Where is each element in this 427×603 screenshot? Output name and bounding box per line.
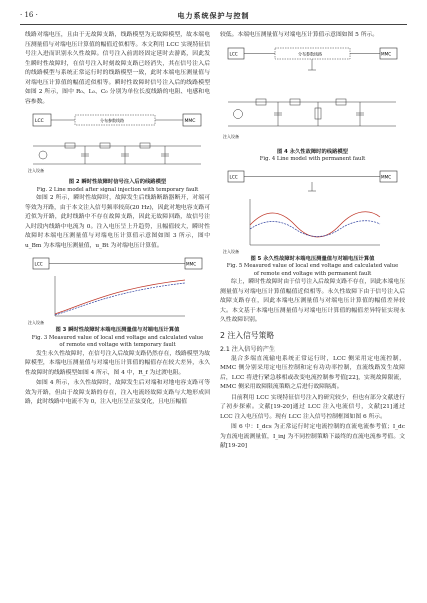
paragraph: 线路对端电压，且由于无故障支路，线路模型为无故障模型，故本端电压测量值与对端电压计算值的幅值近似相等。本文利用 LCC 实现特征信号注入进而识别永久性故障。信号注入前需经固定延时去游离，因此发生瞬时性故障时，在信号注入时刻故障支路已经消失，其在信号注入后的线路模型与系统正常运行时的线路模型一致，此时本端电压测量值与对端电压计算值的幅值近似相等。瞬时性故障时信号注入后的线路模型如图 2 所示，图中 R₀、L₀、C₀ 分别为单位长度线路的电阻、电感和电容参数。 bbox=[25, 32, 210, 105]
paragraph: 如图 2 所示，瞬时性故障时，故障发生后线路断路器断开，对端可等效为开路，由于本文注入信号频率较高(20 Hz)，因此对地电容支路可近似为开路，此时线路中不存在故障支路，因此无故障回路，故信号注入时段内线路中电流为 0。注入电压呈上升趋势，且幅值较大，瞬时性故障时本端电压测量值与对端电压计算值示意图如图 3 所示，图中 u_Bm 为本端电压测量值，u_Bt 为对端电压计算值。 bbox=[25, 195, 210, 249]
figure-5-voltage-permanent bbox=[220, 167, 405, 255]
header-rule bbox=[20, 24, 407, 25]
figure-2-caption-en: Fig. 2 Line model after signal injection with temporary fault bbox=[36, 186, 199, 193]
left-column bbox=[25, 31, 210, 409]
paragraph: 发生永久性故障时，在信号注入后故障支路仍然存在，线路模型为故障模型，本端电压测量值与对端电压计算值的幅值存在较大差异，永久性故障时的线路模型如图 4 所示，图 4 中，R_f 为过渡电阻。 bbox=[25, 350, 210, 376]
figure-4-caption-cn: 图 4 永久性故障时的线路模型 bbox=[277, 148, 348, 155]
paragraph: 较低。本端电压测量值与对端电压计算值示意图如图 5 所示。 bbox=[220, 32, 379, 38]
figure-3-caption-en: of remote end voltage with temporary fault bbox=[59, 342, 176, 348]
figure-5-caption-en: of remote end voltage with permanent fault bbox=[253, 270, 372, 277]
lcc-label: LCC bbox=[229, 174, 238, 179]
svg-text:注入设备: 注入设备 bbox=[223, 248, 239, 254]
figure-5-caption-cn: 图 5 永久性故障时本端电压测量值与对端电压计算值 bbox=[250, 255, 375, 262]
running-header bbox=[20, 11, 407, 23]
mmc-label: MMC bbox=[381, 174, 392, 179]
lcc-label: LCC bbox=[229, 51, 238, 56]
paragraph: 目前利用 LCC 实现特征信号注入的研究较少，但也有部分文献进行了初步探索。文献[19-20]通过 LCC 注入电流信号，文献[21]通过 LCC 注入电压信号。现有 LCC 注入信号控制框图如图 6 所示。 bbox=[220, 394, 405, 420]
right-column bbox=[220, 31, 405, 453]
paragraph: 如图 4 所示，永久性故障时，故障发生后对端和对地电容支路可等效为开路，但由于故障支路的存在，注入电流经故障支路与大地形成回路，此时线路中电流不为 0，注入电压呈正弦变化，且电压幅值 bbox=[25, 380, 210, 405]
figure-3-caption-en: Fig. 3 Measured value of local end voltage and calculated value bbox=[31, 334, 204, 341]
paragraph: 图 6 中：I_dcs 为正常运行时定电流控制的直流电流参考值；I_dc 为直流电流测量值，I_inj 为不同控制策略下最终的直流电流参考值。文献[19-20] bbox=[220, 424, 405, 449]
page-number: · 16 · bbox=[20, 11, 38, 19]
figure-3-caption-cn: 图 3 瞬时性故障时本端电压测量值与对端电压计算值 bbox=[55, 327, 180, 333]
svg-text:注入设备: 注入设备 bbox=[28, 320, 44, 325]
mmc-label: MMC bbox=[186, 261, 197, 267]
subsection-heading: 2.1 注入信号的产生 bbox=[220, 345, 276, 353]
section-heading: 2 注入信号策略 bbox=[220, 330, 275, 340]
mmc-label: MMC bbox=[184, 119, 196, 124]
lcc-label: LCC bbox=[34, 261, 43, 267]
lcc-label: LCC bbox=[35, 119, 44, 124]
paragraph: 混合多端直流输电系统正常运行时，LCC 侧采用定电流控制，MMC 侧分别采用定电压控制和定有功功率控制，直流线路发生故障后，LCC 将进行紧急移相或改变电流控制参考值[22]，实现故障限流，MMC 侧采用故障限流策略之后进行故障隔离。 bbox=[220, 355, 405, 390]
figure-2-caption-cn: 图 2 瞬时性故障时信号注入后的线路模型 bbox=[68, 179, 167, 185]
figure-5-caption-en: Fig. 5 Measured value of local end voltage and calculated value bbox=[226, 263, 399, 269]
line-label: 分布参数线路 bbox=[100, 118, 124, 123]
paragraph: 综上，瞬时性故障时由于信号注入后故障支路不存在，因此本端电压测量值与对端电压计算值幅值近似相等。永久性故障下由于信号注入后故障支路存在，因此本端电压测量值与对端电压计算值的幅值差异较大。本文基于本端电压测量值与对端电压计算值的幅值差异特征实现永久性故障识别。 bbox=[220, 279, 405, 323]
journal-title: 电力系统保护与控制 bbox=[177, 11, 250, 20]
svg-text:分布参数线路: 分布参数线路 bbox=[298, 51, 322, 56]
figure-4-permanent-fault-model bbox=[220, 44, 405, 148]
mmc-label: MMC bbox=[381, 51, 392, 56]
figure-4-caption-en: Fig. 4 Line model with permanent fault bbox=[259, 156, 366, 162]
figure-2-line-model bbox=[25, 110, 210, 178]
injection-label: 注入设备 bbox=[28, 168, 44, 173]
svg-text:注入设备: 注入设备 bbox=[223, 133, 239, 139]
figure-3-voltage-temporary bbox=[25, 254, 210, 326]
